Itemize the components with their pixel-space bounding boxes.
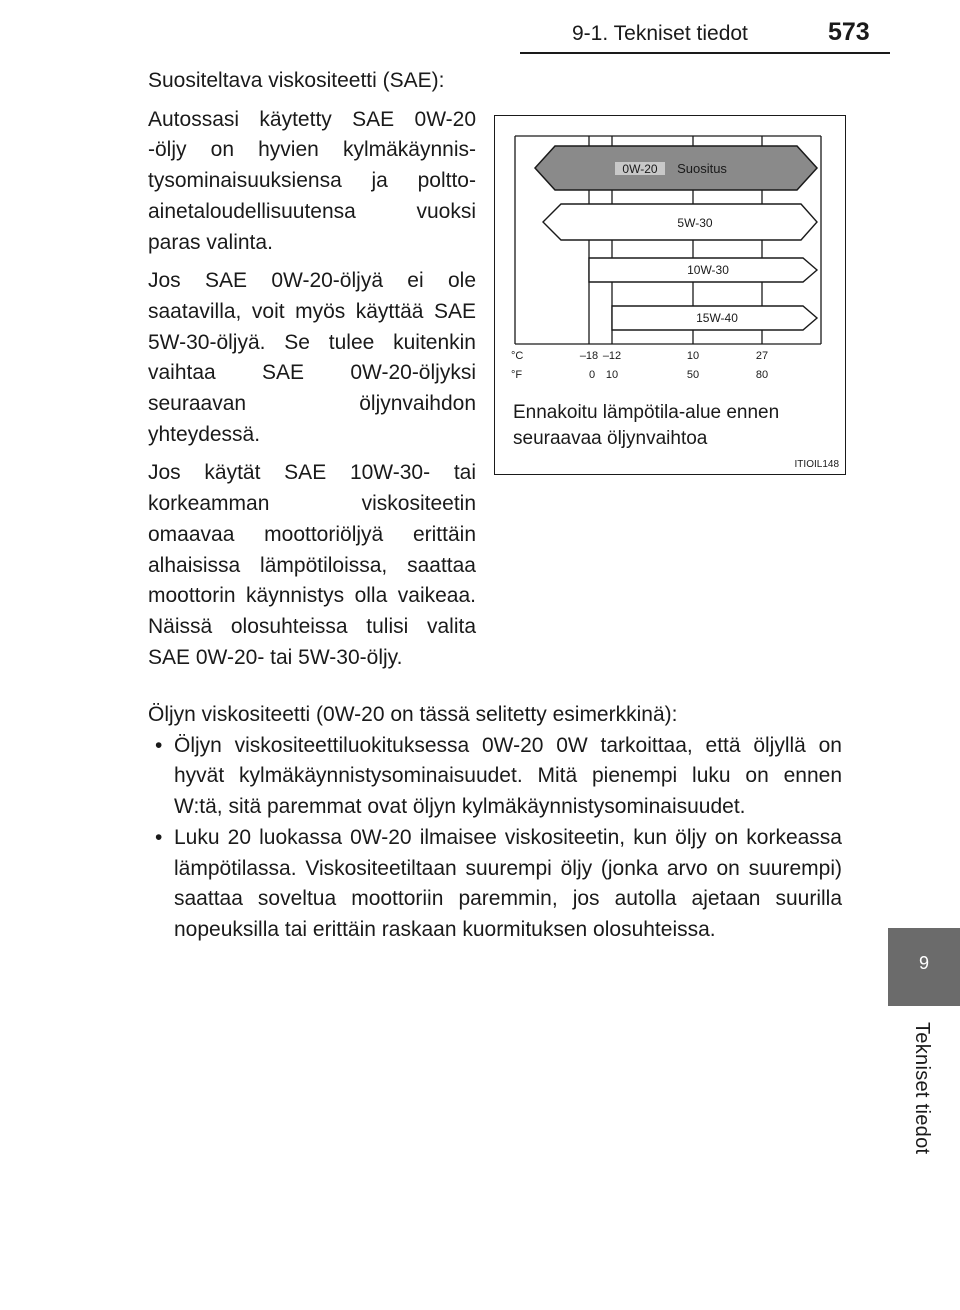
band-5w-30-label: 5W-30 (677, 216, 713, 230)
band-0w-20 (535, 146, 817, 190)
bullet-icon: • (155, 733, 163, 757)
fahrenheit-tick: 80 (755, 369, 769, 381)
paragraph-recommended-oil: Autossasi käytetty SAE 0W-20 -öljy on hyvien kylmäkäynnistysominaisuuksiensa ja polttoainetaloudellisuutensa vuoksi paras valinta. (148, 107, 476, 254)
band-0w-20-note: Suositus (677, 161, 727, 176)
bullet-list (148, 731, 842, 946)
fahrenheit-unit: °F (511, 369, 523, 381)
chapter-tab[interactable] (888, 928, 960, 1006)
fahrenheit-tick: 10 (605, 369, 619, 381)
oil-viscosity-diagram (494, 115, 846, 475)
celsius-tick: –12 (602, 350, 622, 362)
chapter-number: 9 (918, 953, 929, 973)
band-10w-30-label: 10W-30 (687, 263, 729, 277)
diagram-code: ITIOIL148 (794, 459, 839, 470)
fahrenheit-tick: 50 (686, 369, 700, 381)
paragraph-cold-start-warning: Jos käytät SAE 10W-30- tai korkeamman viskositeetin omaavaa moottoriöljyä erittäin alhaisissa lämpötiloissa, saattaa moottorin käynnistys olla vaikeaa. Näissä olosuhteissa tulisi valita SAE 0W-20- tai 5W-30-öljy. (148, 461, 476, 669)
list-item (148, 823, 842, 946)
celsius-unit: °C (511, 350, 524, 362)
left-text-column (148, 66, 476, 681)
celsius-tick: –18 (579, 350, 599, 362)
page-number: 573 (828, 18, 870, 46)
band-0w-20-label: 0W-20 (622, 162, 658, 176)
chapter-tab-label: Tekniset tiedot (911, 1022, 933, 1155)
viscosity-explanation (148, 700, 842, 946)
paragraph-alternative-oil: Jos SAE 0W-20-öljyä ei ole saatavilla, voit myös käyttää SAE 5W-30-öljyä. Se tulee kuitenkin vaihtaa SAE 0W-20-öljyksi seuraavan öljynvaihdon yhteydessä. (148, 269, 476, 446)
fahrenheit-tick: 0 (588, 369, 596, 381)
bullet-text: Luku 20 luokassa 0W-20 ilmaisee viskositeetin, kun öljy on korkeassa lämpötilassa. Viskositeetiltaan suurempi öljy (jonka arvo on suurempi) saattaa soveltua moottoriin paremmin, jos autolla ajetaan suurilla nopeuksilla tai erittäin raskaan kuormituksen olosuhteissa. (174, 825, 842, 941)
section-title: 9-1. Tekniset tiedot (572, 22, 748, 45)
diagram-caption: Ennakoitu lämpötila-alue ennen seuraavaa öljynvaihtoa (513, 402, 780, 449)
celsius-tick: 10 (686, 350, 700, 362)
viscosity-heading: Suositeltava viskositeetti (SAE): (148, 69, 445, 92)
bullet-text: Öljyn viskositeettiluokituksessa 0W-20 0W tarkoittaa, että öljyllä on hyvät kylmäkäynnistysominaisuudet. Mitä pienempi luku on ennen W:tä, sitä paremmat ovat öljyn kylmäkäynnistysominaisuudet. (174, 733, 842, 819)
bullet-icon: • (155, 825, 163, 849)
list-item (148, 731, 842, 823)
band-15w-40-label: 15W-40 (696, 311, 738, 325)
viscosity-explanation-intro: Öljyn viskositeetti (0W-20 on tässä selitetty esimerkkinä): (148, 703, 678, 726)
celsius-tick: 27 (755, 350, 769, 362)
header-rule (520, 52, 890, 54)
